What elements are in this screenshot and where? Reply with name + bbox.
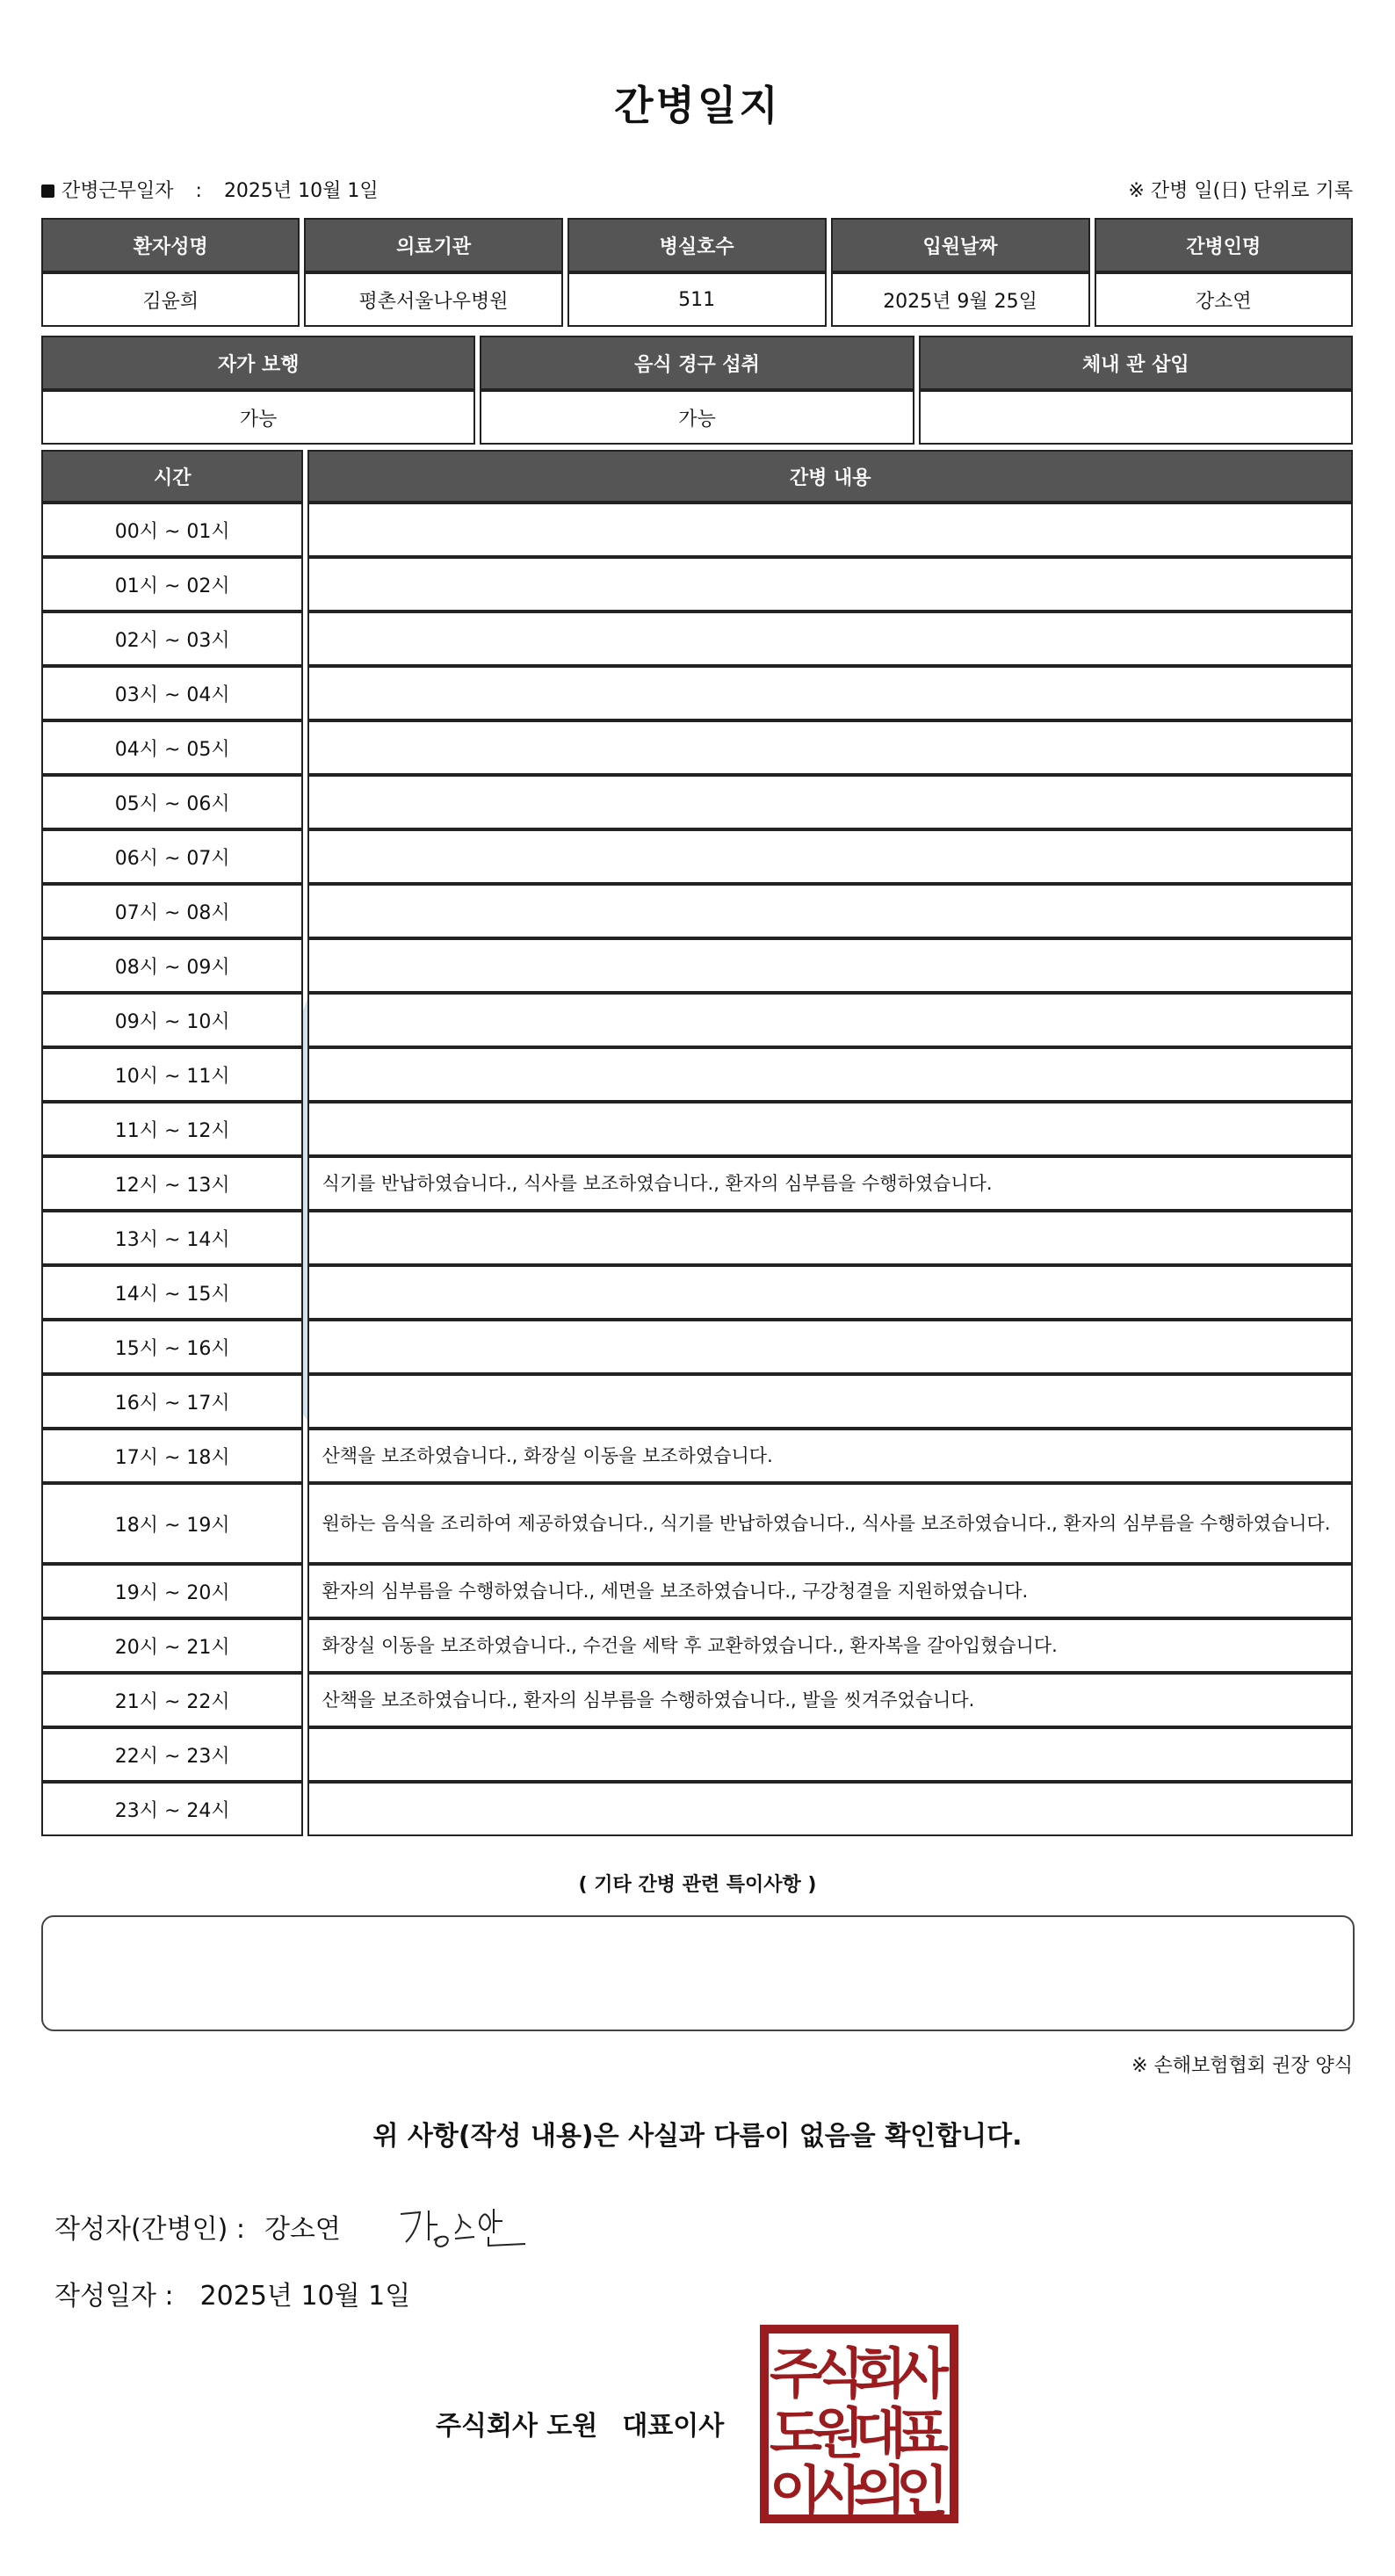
care-content — [307, 666, 1353, 720]
form-note: ※ 손해보험협회 권장 양식 — [1131, 2055, 1353, 2077]
document-title: 간병일지 — [614, 82, 781, 129]
care-content — [307, 1211, 1353, 1265]
table-row — [41, 666, 1353, 720]
header-care-content: 간병 내용 — [307, 450, 1353, 503]
header-hospital: 의료기관 — [304, 218, 562, 272]
time-slot: 04시 ~ 05시 — [41, 720, 303, 775]
svg-text:표: 표 — [896, 2401, 949, 2465]
writer-label: 작성자(간병인) : — [54, 2214, 245, 2245]
table-row — [41, 1374, 1353, 1429]
svg-text:이: 이 — [770, 2459, 822, 2523]
table-row — [41, 1211, 1353, 1265]
header-time: 시간 — [41, 450, 303, 503]
time-slot: 20시 ~ 21시 — [41, 1618, 303, 1673]
svg-text:인: 인 — [896, 2459, 949, 2523]
care-content — [307, 1047, 1353, 1102]
care-content: 식기를 반납하였습니다., 식사를 보조하였습니다., 환자의 심부름을 수행하였습니다. — [307, 1156, 1353, 1211]
table-row — [41, 1265, 1353, 1320]
time-slot: 05시 ~ 06시 — [41, 775, 303, 829]
care-content — [307, 1727, 1353, 1782]
time-slot: 14시 ~ 15시 — [41, 1265, 303, 1320]
tube-insertion-value — [919, 390, 1353, 445]
work-date-label: 간병근무일자 — [61, 180, 174, 202]
care-content: 산책을 보조하였습니다., 환자의 심부름을 수행하였습니다., 발을 씻겨주었습니다. — [307, 1673, 1353, 1727]
time-slot: 19시 ~ 20시 — [41, 1564, 303, 1618]
written-date-line — [54, 2274, 410, 2312]
care-content — [307, 1782, 1353, 1836]
time-slot: 17시 ~ 18시 — [41, 1429, 303, 1483]
time-slot: 06시 ~ 07시 — [41, 829, 303, 884]
header-self-walking: 자가 보행 — [41, 336, 475, 390]
work-date-value: 2025년 10월 1일 — [223, 180, 379, 202]
time-slot: 21시 ~ 22시 — [41, 1673, 303, 1727]
table-row — [41, 1618, 1353, 1673]
care-content: 산책을 보조하였습니다., 화장실 이동을 보조하였습니다. — [307, 1429, 1353, 1483]
company-rep: 대표이사 — [622, 2411, 725, 2442]
table-row — [41, 1156, 1353, 1211]
time-slot: 22시 ~ 23시 — [41, 1727, 303, 1782]
work-date — [41, 176, 379, 203]
work-date-separator: : — [195, 180, 202, 202]
care-content — [307, 611, 1353, 666]
svg-text:주: 주 — [770, 2341, 822, 2406]
table-row — [41, 1047, 1353, 1102]
table-row — [41, 1782, 1353, 1836]
care-content — [307, 1374, 1353, 1429]
svg-text:식: 식 — [812, 2341, 864, 2406]
special-notes-title: ( 기타 간병 관련 특이사항 ) — [578, 1874, 817, 1896]
table-row — [41, 1564, 1353, 1618]
table-row — [41, 611, 1353, 666]
time-slot: 16시 ~ 17시 — [41, 1374, 303, 1429]
time-slot: 08시 ~ 09시 — [41, 938, 303, 993]
svg-text:원: 원 — [812, 2401, 864, 2465]
time-slot: 01시 ~ 02시 — [41, 557, 303, 611]
care-content — [307, 1265, 1353, 1320]
company-line — [436, 2404, 724, 2442]
table-row — [41, 557, 1353, 611]
patient-name: 김윤희 — [41, 272, 300, 327]
time-slot: 11시 ~ 12시 — [41, 1102, 303, 1156]
handwritten-signature — [394, 2198, 543, 2251]
time-slot: 23시 ~ 24시 — [41, 1782, 303, 1836]
header-room: 병실호수 — [567, 218, 827, 272]
time-slot: 18시 ~ 19시 — [41, 1483, 303, 1564]
hospital: 평촌서울나우병원 — [304, 272, 562, 327]
care-content — [307, 884, 1353, 938]
confirmation-statement: 위 사항(작성 내용)은 사실과 다름이 없음을 확인합니다. — [372, 2121, 1023, 2152]
care-content: 화장실 이동을 보조하였습니다., 수건을 세탁 후 교환하였습니다., 환자복을 갈아입혔습니다. — [307, 1618, 1353, 1673]
special-notes-box — [41, 1915, 1355, 2031]
time-slot: 10시 ~ 11시 — [41, 1047, 303, 1102]
table-row — [41, 1727, 1353, 1782]
table-row — [41, 1483, 1353, 1564]
care-content — [307, 775, 1353, 829]
document-meta — [41, 176, 1353, 202]
care-content: 원하는 음식을 조리하여 제공하였습니다., 식기를 반납하였습니다., 식사를 보조하였습니다., 환자의 심부름을 수행하였습니다. — [307, 1483, 1353, 1564]
svg-text:회: 회 — [854, 2341, 907, 2406]
time-slot: 15시 ~ 16시 — [41, 1320, 303, 1374]
time-slot: 12시 ~ 13시 — [41, 1156, 303, 1211]
time-slot: 07시 ~ 08시 — [41, 884, 303, 938]
time-slot: 00시 ~ 01시 — [41, 503, 303, 557]
writer-name: 강소연 — [264, 2214, 341, 2245]
caregiver-name: 강소연 — [1095, 272, 1353, 327]
care-content — [307, 557, 1353, 611]
table-row — [41, 884, 1353, 938]
table-row — [41, 775, 1353, 829]
care-content — [307, 1102, 1353, 1156]
self-walking-value: 가능 — [41, 390, 475, 445]
table-row — [41, 993, 1353, 1047]
care-log-table — [41, 450, 1353, 1836]
table-row — [41, 938, 1353, 993]
writer-line — [54, 2207, 341, 2246]
table-row — [41, 720, 1353, 775]
table-row — [41, 1673, 1353, 1727]
table-row — [41, 1429, 1353, 1483]
care-content — [307, 993, 1353, 1047]
table-row — [41, 1102, 1353, 1156]
time-slot: 02시 ~ 03시 — [41, 611, 303, 666]
time-slot: 03시 ~ 04시 — [41, 666, 303, 720]
svg-text:대: 대 — [854, 2401, 907, 2465]
company-seal-stamp — [759, 2324, 959, 2524]
table-row — [41, 829, 1353, 884]
header-oral-intake: 음식 경구 섭취 — [480, 336, 914, 390]
header-tube-insertion: 체내 관 삽입 — [919, 336, 1353, 390]
table-row — [41, 1320, 1353, 1374]
header-patient-name: 환자성명 — [41, 218, 300, 272]
table-row — [41, 503, 1353, 557]
written-date-value: 2025년 10월 1일 — [199, 2281, 411, 2312]
written-date-label: 작성일자 : — [54, 2281, 174, 2312]
svg-text:의: 의 — [854, 2459, 907, 2523]
admission-date: 2025년 9월 25일 — [831, 272, 1090, 327]
care-content — [307, 503, 1353, 557]
room-number: 511 — [567, 272, 827, 327]
care-content: 환자의 심부름을 수행하였습니다., 세면을 보조하였습니다., 구강청결을 지원하였습니다. — [307, 1564, 1353, 1618]
header-caregiver-name: 간병인명 — [1095, 218, 1353, 272]
patient-status-table — [41, 336, 1353, 445]
header-admission-date: 입원날짜 — [831, 218, 1090, 272]
care-content — [307, 829, 1353, 884]
care-content — [307, 938, 1353, 993]
patient-info-table — [41, 218, 1353, 327]
time-slot: 09시 ~ 10시 — [41, 993, 303, 1047]
unit-note: ※ 간병 일(日) 단위로 기록 — [1128, 180, 1353, 202]
oral-intake-value: 가능 — [480, 390, 914, 445]
svg-text:사: 사 — [896, 2341, 949, 2406]
svg-text:사: 사 — [812, 2459, 864, 2523]
care-content — [307, 1320, 1353, 1374]
svg-text:도: 도 — [770, 2401, 822, 2465]
bullet-square-icon — [41, 185, 54, 198]
company-name: 주식회사 도원 — [436, 2411, 598, 2442]
time-slot: 13시 ~ 14시 — [41, 1211, 303, 1265]
care-content — [307, 720, 1353, 775]
